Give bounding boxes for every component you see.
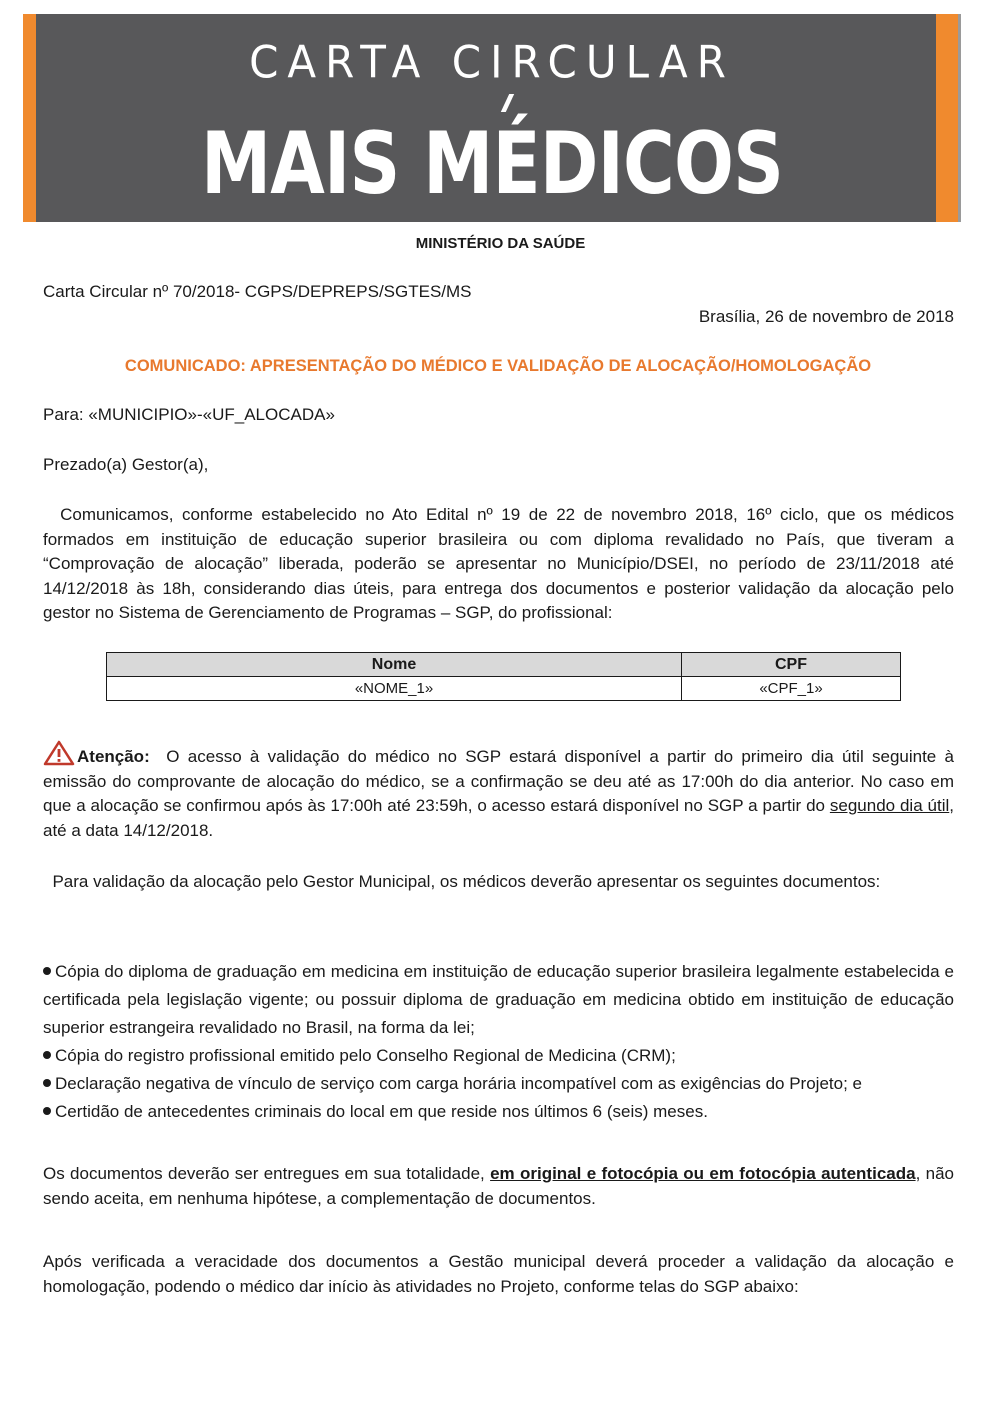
list-item — [43, 958, 954, 1042]
doctor-table — [106, 652, 901, 701]
list-item-text: Certidão de antecedentes criminais do local em que reside nos últimos 6 (seis) meses. — [55, 1102, 708, 1121]
greeting: Prezado(a) Gestor(a), — [43, 455, 209, 474]
banner-right-stripe — [936, 14, 958, 222]
ministry-heading: MINISTÉRIO DA SAÚDE — [415, 235, 586, 252]
banner — [23, 14, 961, 222]
list-item — [43, 1070, 954, 1098]
attention-paragraph — [43, 740, 954, 843]
list-item — [43, 1098, 954, 1126]
banner-right-edge — [958, 14, 961, 222]
delivery-paragraph — [43, 1162, 954, 1211]
attention-label: Atenção: — [77, 747, 150, 766]
documents-intro-text: Para validação da alocação pelo Gestor Municipal, os médicos deverão apresentar os seguintes documentos: — [52, 872, 881, 891]
table-cell-nome: «NOME_1» — [107, 677, 682, 701]
list-item — [43, 1042, 954, 1070]
circular-reference: Carta Circular nº 70/2018- CGPS/DEPREPS/SGTES/MS — [43, 282, 472, 301]
table-header-row — [107, 653, 901, 677]
announcement-title: COMUNICADO: APRESENTAÇÃO DO MÉDICO E VALIDAÇÃO DE ALOCAÇÃO/HOMOLOGAÇÃO — [124, 357, 872, 375]
addressee-line: Para: «MUNICIPIO»-«UF_ALOCADA» — [43, 405, 335, 424]
bullet-icon — [43, 967, 51, 975]
table-cell-cpf: «CPF_1» — [682, 677, 901, 701]
letter-date: Brasília, 26 de novembro de 2018 — [698, 307, 954, 326]
table-row — [107, 677, 901, 701]
list-item-text: Cópia do registro profissional emitido pelo Conselho Regional de Medicina (CRM); — [55, 1046, 676, 1065]
bullet-icon — [43, 1107, 51, 1115]
banner-title-line2: MAIS MÉDICOS — [200, 114, 784, 214]
table-header-nome: Nome — [107, 653, 682, 677]
list-item-text: Declaração negativa de vínculo de serviço com carga horária incompatível com as exigências do Projeto; e — [55, 1074, 862, 1093]
documents-list — [43, 958, 954, 1126]
attention-text-after: , até a data 14/12/2018. — [43, 796, 954, 840]
banner-title-line1: CARTA CIRCULAR — [249, 36, 735, 89]
attention-text-before: O acesso à validação do médico no SGP estará disponível a partir do primeiro dia útil seguinte à emissão do comprovante de alocação do médico, se a confirmação se deu até as 17:00h do dia anterior. No caso em que a alocação se confirmou após às 17:00h até 23:59h, o acesso estará disponível no SGP a partir do — [43, 747, 954, 815]
delivery-emphasis: em original e fotocópia ou em fotocópia autenticada — [490, 1164, 916, 1183]
table-header-cpf: CPF — [682, 653, 901, 677]
delivery-text-before: Os documentos deverão ser entregues em sua totalidade, — [43, 1164, 491, 1183]
bullet-icon — [43, 1051, 51, 1059]
intro-paragraph-text: Comunicamos, conforme estabelecido no Ato Edital nº 19 de 22 de novembro 2018, 16º ciclo, que os médicos formados em instituição de educação superior brasileira ou com diploma revalidado no País, que tiveram a “Comprovação de alocação” liberada, poderão se apresentar no Município/DSEI, no período de 23/11/2018 até 14/12/2018 às 18h, considerando dias úteis, para entrega dos documentos e posterior validação da alocação pelo gestor no Sistema de Gerenciamento de Programas – SGP, do profissional: — [43, 505, 954, 622]
delivery-text-after: , não sendo aceita, em nenhuma hipótese, a complementação de documentos. — [43, 1164, 954, 1208]
list-item-text: Cópia do diploma de graduação em medicina em instituição de educação superior brasileira legalmente estabelecida e certificada pela legislação vigente; ou possuir diploma de graduação em medicina obtido em instituição de educação superior estrangeira revalidado no Brasil, na forma da lei; — [43, 962, 954, 1037]
attention-underlined: segundo dia útil — [829, 796, 950, 815]
bullet-icon — [43, 1079, 51, 1087]
intro-paragraph — [43, 503, 954, 626]
banner-accent-mark — [501, 94, 514, 112]
warning-triangle-icon — [43, 740, 75, 766]
documents-intro — [43, 870, 954, 895]
validation-paragraph: Após verificada a veracidade dos documentos a Gestão municipal deverá proceder a validação da alocação e homologação, podendo o médico dar início às atividades no Projeto, conforme telas do SGP abaixo: — [43, 1252, 954, 1296]
